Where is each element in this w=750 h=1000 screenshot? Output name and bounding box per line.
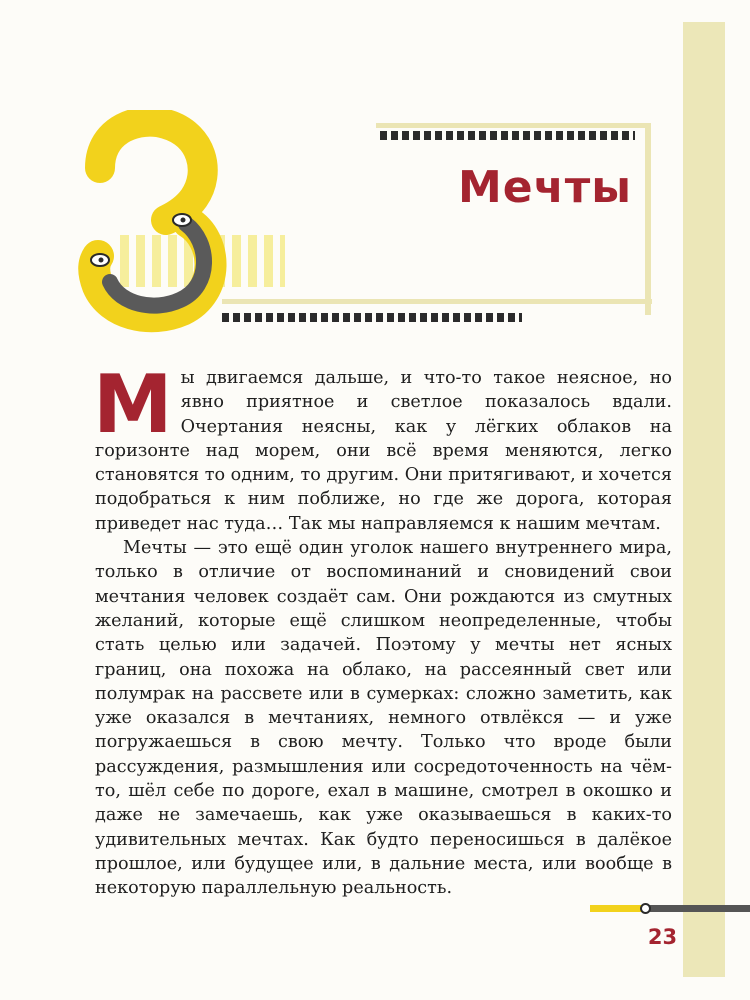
paragraph-2: Мечты — это ещё один уголок нашего внутреннего мира, только в отличие от воспоминаний и сновидений свои мечтания человек создаёт сам. Они рождаются из смутных желаний, которые ещё слишком неопределенные, чтобы стать целью или задачей. Поэтому у мечты нет ясных границ, она похожа на облако, на рассеянный свет или полумрак на рассвете или в сумерках: сложно заметить, как уже оказался в мечтаниях, немного отвлёкся — и уже погружаешься в свою мечту. Только что вроде были рассуждения, размышления или сосредоточенность на чём-то, шёл себе по дороге, ехал в машине, смотрел в окошко и даже не замечаешь, как уже оказываешься в каких-то удивительных мечтах. Как будто переносишься в далёкое прошлое, или будущее или, в дальние места, или вообще в некоторую параллельную реальность. [95, 538, 672, 899]
body-text [93, 358, 672, 901]
footer-circle-marker [640, 903, 651, 914]
footer-gray-bar [645, 905, 750, 912]
header-frame-bottom-line [222, 299, 652, 304]
right-eye-icon [173, 214, 191, 226]
drop-cap: М [93, 358, 173, 451]
header-frame-right-line [645, 123, 651, 315]
side-decor-band [683, 22, 725, 977]
footer-yellow-bar [590, 905, 645, 912]
chapter-title: Мечты [457, 162, 633, 213]
header-frame-top-line [376, 123, 650, 128]
header-frame-top-dashes [380, 131, 635, 140]
paragraph-1-text: ы двигаемся дальше, и что-то такое неясное, но явно приятное и светлое показалось вдали. Очертания неясны, как у лёгких облаков на горизонте над морем, они всё время меняются, легко становятся то одним, то другим. Они притягивают, и хочется подобраться к ним поближе, но где же дорога, которая приведет нас туда… Так мы направляемся к нашим мечтам. [95, 368, 672, 534]
header-frame-bottom-dashes [222, 313, 522, 322]
page-number: 23 [647, 925, 678, 949]
left-eye-icon [91, 254, 109, 266]
chapter-number-upper-stroke [100, 122, 203, 220]
chapter-number-illustration [70, 110, 230, 340]
paragraph-1 [93, 358, 672, 536]
